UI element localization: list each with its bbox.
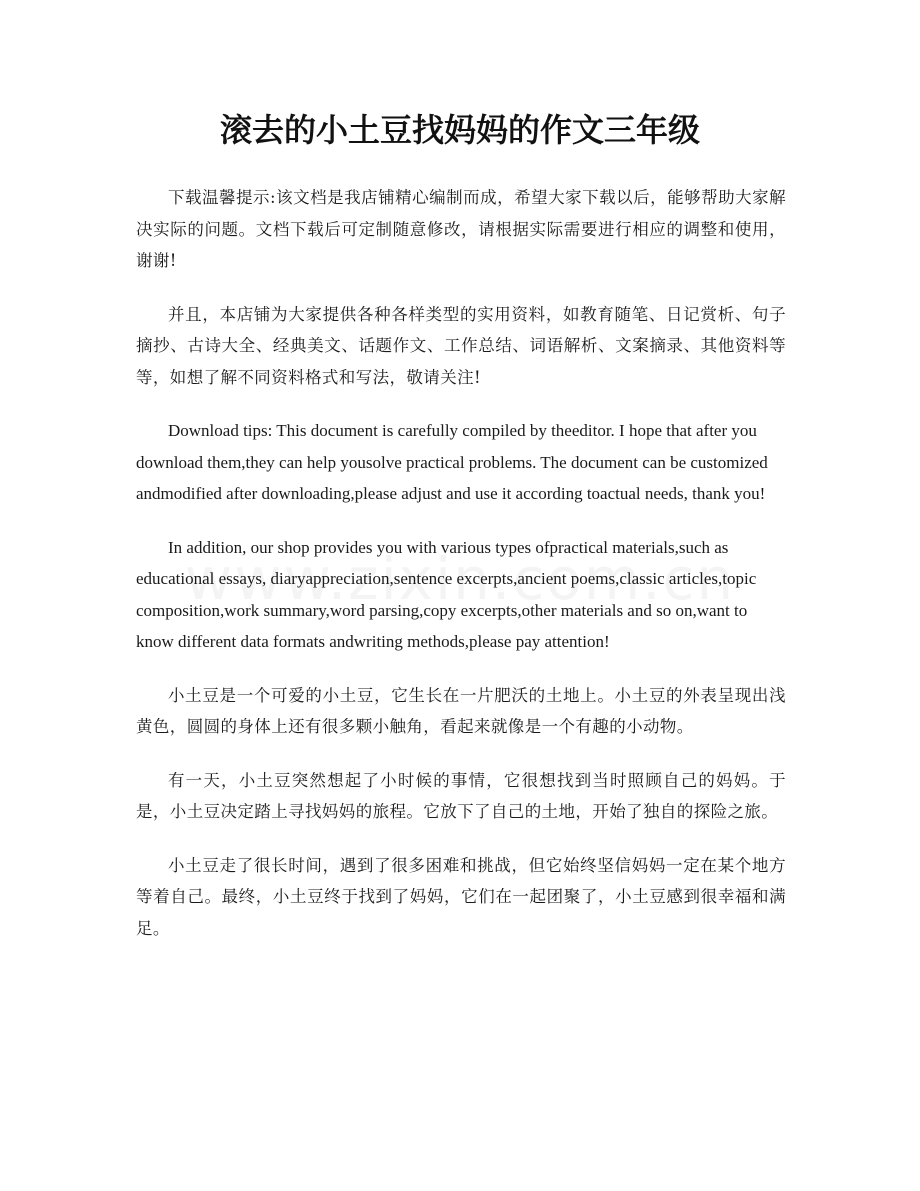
paragraph-download-tip-zh: 下载温馨提示:该文档是我店铺精心编制而成，希望大家下载以后，能够帮助大家解决实际的问题。文档下载后可定制随意修改，请根据实际需要进行相应的调整和使用，谢谢! bbox=[136, 188, 786, 270]
paragraph-essay-2: 有一天，小土豆突然想起了小时候的事情，它很想找到当时照顾自己的妈妈。于是，小土豆决定踏上寻找妈妈的旅程。它放下了自己的土地，开始了独自的探险之旅。 bbox=[136, 770, 786, 821]
paragraph-essay-1: 小土豆是一个可爱的小土豆，它生长在一片肥沃的土地上。小土豆的外表呈现出浅黄色，圆圆的身体上还有很多颗小触角，看起来就像是一个有趣的小动物。 bbox=[136, 685, 786, 736]
paragraph-essay-3: 小土豆走了很长时间，遇到了很多困难和挑战，但它始终坚信妈妈一定在某个地方等着自己。最终，小土豆终于找到了妈妈，它们在一起团聚了，小土豆感到很幸福和满足。 bbox=[136, 855, 786, 938]
paragraph-shop-info-en: In addition, our shop provides you with various types ofpractical materials,such as educational essays, diaryappreciation,sentence excerpts,ancient poems,classic articles,topic composition,work summary,word parsing,copy excerpts,other materials and so on,want to know different data formats andwriting methods,please pay attention! bbox=[136, 537, 757, 651]
document-title: 滚去的小土豆找妈妈的作文三年级 bbox=[219, 111, 700, 149]
paragraph-download-tip-en: Download tips: This document is carefully compiled by theeditor. I hope that after you download them,they can help yousolve practical problems. The document can be customized andmodified after downloading,please adjust and use it according toactual needs, thank you! bbox=[136, 421, 768, 503]
paragraph-shop-info-zh: 并且，本店铺为大家提供各种各样类型的实用资料，如教育随笔、日记赏析、句子摘抄、古诗大全、经典美文、话题作文、工作总结、词语解析、文案摘录、其他资料等等，如想了解不同资料格式和写法，敬请关注! bbox=[136, 304, 786, 387]
document-body bbox=[136, 182, 786, 966]
